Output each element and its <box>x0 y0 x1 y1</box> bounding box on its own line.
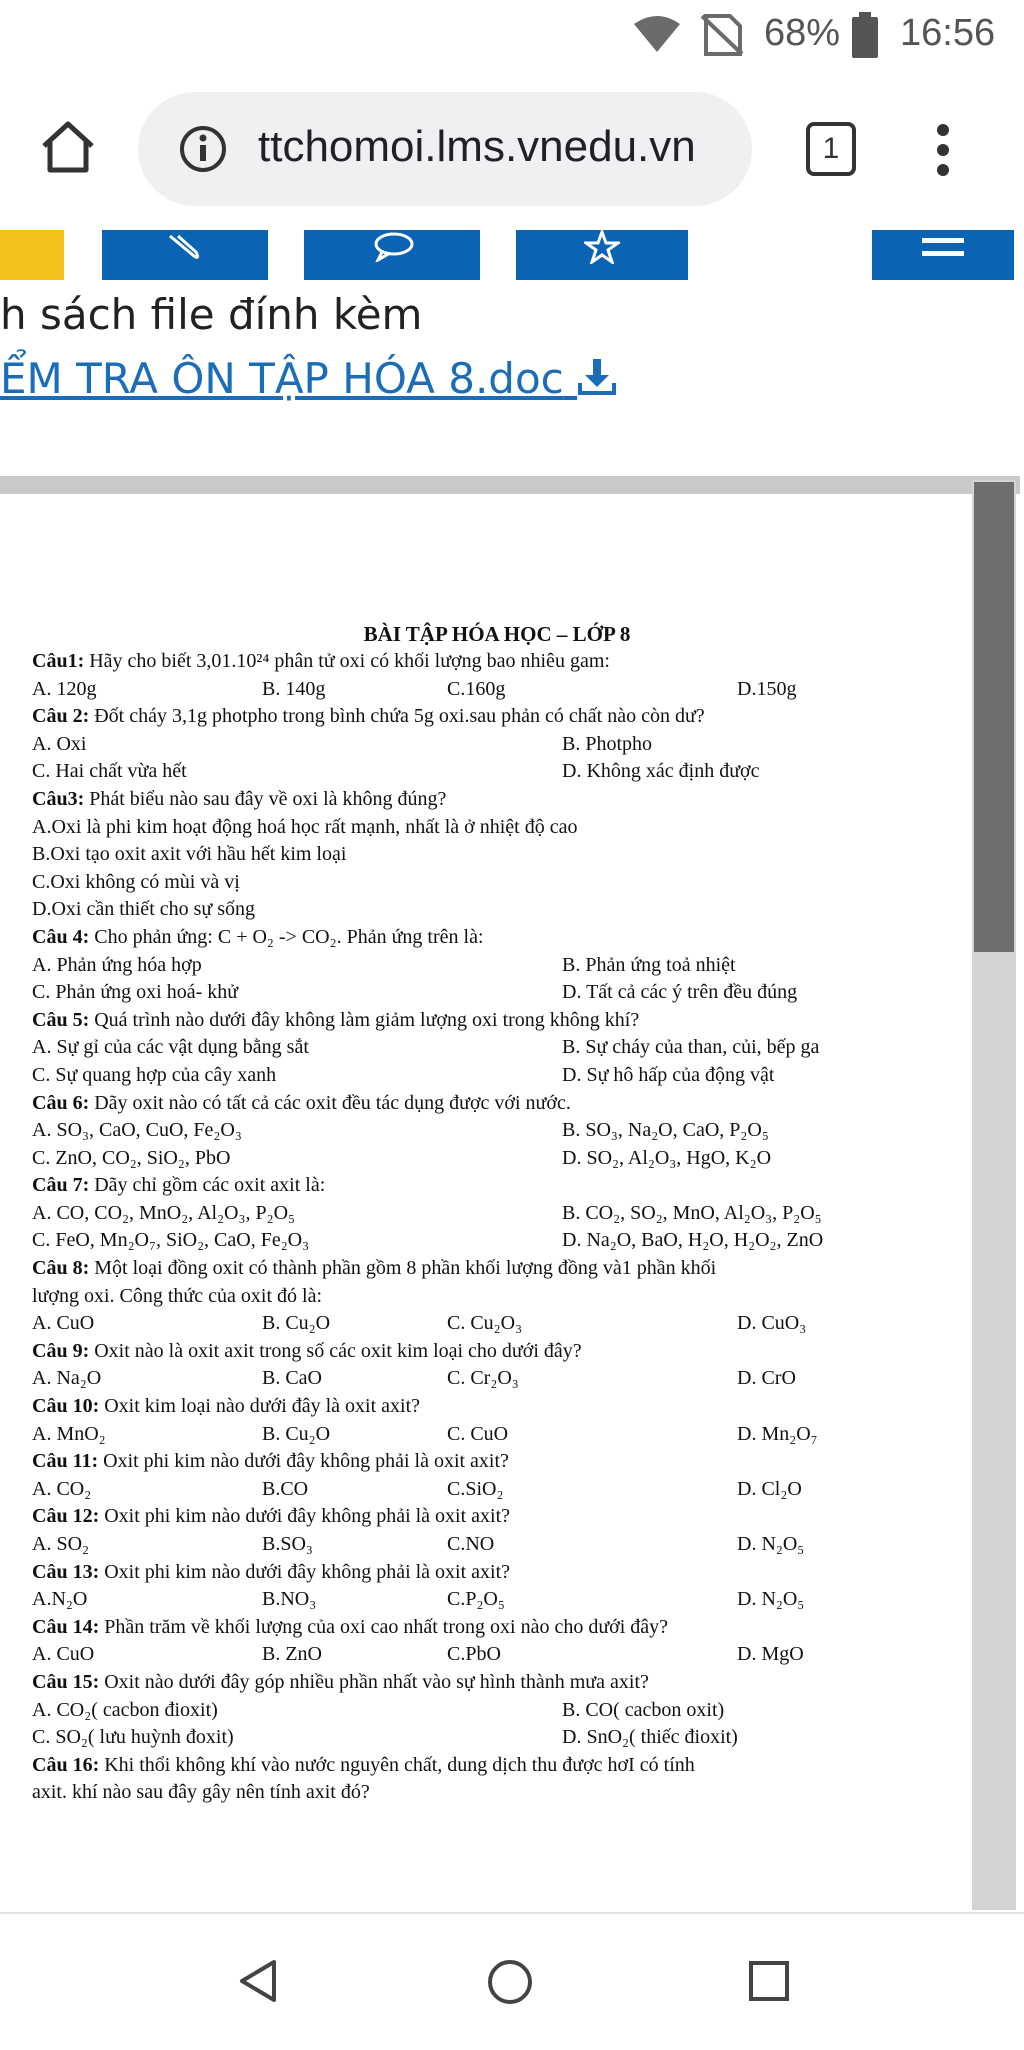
answer-option: D. CuO₃ <box>737 1312 807 1335</box>
answer-options <box>32 1200 962 1228</box>
answer-options <box>32 1062 962 1090</box>
attachments-heading: h sách file đính kèm <box>0 290 423 339</box>
answer-option: A. SO₂ <box>32 1533 89 1555</box>
answer-option: C. Hai chất vừa hết <box>32 760 187 783</box>
home-circle-icon[interactable] <box>486 1958 534 2006</box>
question <box>32 1503 962 1531</box>
back-icon[interactable] <box>238 1958 278 2004</box>
recents-icon[interactable] <box>748 1960 790 2002</box>
answer-option: B.NO₃ <box>262 1588 317 1611</box>
question-label: Câu 7: <box>32 1174 90 1197</box>
answer-option: A.N₂O <box>32 1588 88 1611</box>
question-text: Cho phản ứng: C + O₂ -> CO₂. Phản ứng trên là: <box>89 925 484 948</box>
question <box>32 786 962 814</box>
text-line: lượng oxi. Công thức của oxit đó là: <box>32 1284 322 1307</box>
chat-bubble-icon <box>372 232 416 262</box>
answer-option: A. Phản ứng hóa hợp <box>32 953 202 976</box>
question <box>32 1007 962 1035</box>
answer-option: A. CO, CO₂, MnO₂, Al₂O₃, P₂O₅ <box>32 1201 295 1224</box>
answer-option: A. Na₂O <box>32 1367 102 1390</box>
answer-option: B. CO₂, SO₂, MnO, Al₂O₃, P₂O₅ <box>562 1201 822 1224</box>
paperclip-icon <box>164 232 204 262</box>
battery-icon <box>852 12 878 58</box>
answer-option: A. Oxi <box>32 732 87 755</box>
question-label: Câu 10: <box>32 1395 100 1418</box>
answer-option: B. Phản ứng toả nhiệt <box>562 953 736 976</box>
answer-option: C.P₂O₅ <box>447 1588 505 1611</box>
question-label: Câu 11: <box>32 1450 99 1473</box>
answer-options <box>32 731 962 759</box>
answer-option: A. CuO <box>32 1312 95 1335</box>
question-text: Hãy cho biết 3,01.10²⁴ phân tử oxi có khối lượng bao nhiêu gam: <box>84 650 610 672</box>
answer-option: C. CuO <box>447 1422 509 1445</box>
answer-option: C. ZnO, CO₂, SiO₂, PbO <box>32 1146 231 1169</box>
question-text: Oxit phi kim nào dưới đây không phải là oxit axit? <box>99 1505 511 1528</box>
answer-option: D. SO₂, Al₂O₃, HgO, K₂O <box>562 1146 772 1169</box>
attachment-file-link[interactable] <box>0 354 617 403</box>
answer-option: A. SO₃, CaO, CuO, Fe₂O₃ <box>32 1119 242 1142</box>
question-label: Câu 14: <box>32 1615 100 1638</box>
answer-options <box>32 1724 962 1752</box>
question <box>32 924 962 952</box>
answer-option: C.160g <box>447 677 506 700</box>
answer-option: B.SO₃ <box>262 1533 313 1555</box>
system-nav-bar <box>0 1912 1024 2050</box>
question-label: Câu3: <box>32 787 85 810</box>
file-name[interactable]: ỂM TRA ÔN TẬP HÓA 8.doc <box>0 354 564 403</box>
answer-options <box>32 979 962 1007</box>
question-label: Câu 13: <box>32 1560 100 1583</box>
tab-switcher-button[interactable]: 1 <box>806 122 856 176</box>
answer-option: B. Cu₂O <box>262 1312 331 1335</box>
answer-option: A. CO₂( cacbon đioxit) <box>32 1698 218 1721</box>
question-text: Khi thổi không khí vào nước nguyên chất, dung dịch thu được hơI có tính <box>99 1753 695 1776</box>
question-label: Câu 16: <box>32 1753 100 1776</box>
info-icon[interactable] <box>178 124 228 174</box>
answer-option: A. MnO₂ <box>32 1422 106 1445</box>
answer-options <box>32 1145 962 1173</box>
answer-option: B. Cu₂O <box>262 1422 331 1445</box>
answer-option: D. MgO <box>737 1643 804 1666</box>
no-sim-icon <box>700 12 744 56</box>
answer-option: D. Mn₂O₇ <box>737 1422 818 1445</box>
answer-option: D. Tất cả các ý trên đều đúng <box>562 981 798 1004</box>
question <box>32 648 962 676</box>
question <box>32 703 962 731</box>
question <box>32 1669 962 1697</box>
answer-option: C. SO₂( lưu huỳnh đoxit) <box>32 1726 234 1749</box>
answer-option: C.NO <box>447 1533 495 1555</box>
question-text: Dãy oxit nào có tất cả các oxit đều tác dụng được với nước. <box>89 1091 571 1114</box>
question-text: Đốt cháy 3,1g photpho trong bình chứa 5g oxi.sau phản có chất nào còn dư? <box>89 705 705 728</box>
question-label: Câu 9: <box>32 1339 90 1362</box>
answer-option: D.150g <box>737 677 797 700</box>
question-text: Oxit phi kim nào dưới đây không phải là oxit axit? <box>99 1560 511 1583</box>
answer-options <box>32 1421 962 1449</box>
home-icon[interactable] <box>38 118 98 176</box>
status-bar <box>0 0 1024 70</box>
answer-option: D. N₂O₅ <box>737 1533 805 1555</box>
question-text: Dãy chỉ gồm các oxit axit là: <box>89 1174 326 1197</box>
answer-option: D. Cl₂O <box>737 1477 802 1500</box>
question <box>32 1559 962 1587</box>
answer-option: D. Na₂O, BaO, H₂O, H₂O₂, ZnO <box>562 1229 824 1252</box>
question-label: Câu 4: <box>32 925 90 948</box>
answer-options <box>32 1697 962 1725</box>
answer-option: B. CO( cacbon oxit) <box>562 1698 725 1721</box>
question <box>32 1614 962 1642</box>
question <box>32 1393 962 1421</box>
question <box>32 1338 962 1366</box>
text-line: C.Oxi không có mùi và vị <box>32 870 240 893</box>
nav-tab-yellow[interactable] <box>0 230 64 280</box>
question <box>32 1448 962 1476</box>
document-body <box>32 648 962 1807</box>
answer-options <box>32 1117 962 1145</box>
answer-option: A. Sự gỉ của các vật dụng bằng sắt <box>32 1036 309 1059</box>
answer-option: B. ZnO <box>262 1643 322 1666</box>
answer-option: A. 120g <box>32 677 97 700</box>
question <box>32 1090 962 1118</box>
question-text: Một loại đồng oxit có thành phần gồm 8 phần khối lượng đồng và1 phần khối <box>89 1257 717 1280</box>
question-text: Phần trăm về khối lượng của oxi cao nhất trong oxi nào cho dưới đây? <box>99 1615 669 1638</box>
question-label: Câu 12: <box>32 1505 100 1528</box>
answer-option: B. Photpho <box>562 732 653 755</box>
answer-option: D. N₂O₅ <box>737 1588 805 1611</box>
answer-options <box>32 1531 962 1559</box>
answer-option: D. Sự hô hấp của động vật <box>562 1063 775 1086</box>
answer-options <box>32 1227 962 1255</box>
answer-option: C.SiO₂ <box>447 1477 504 1500</box>
text-line: D.Oxi cần thiết cho sự sống <box>32 898 256 921</box>
text-line: B.Oxi tạo oxit axit với hầu hết kim loại <box>32 843 347 866</box>
document-page <box>32 620 962 1807</box>
answer-option: B. Sự cháy của than, củi, bếp ga <box>562 1036 820 1059</box>
answer-option: D. CrO <box>737 1367 796 1390</box>
question-text: Quá trình nào dưới đây không làm giảm lượng oxi trong không khí? <box>89 1008 640 1031</box>
answer-options <box>32 676 962 704</box>
nav-favorite-button[interactable] <box>516 230 688 280</box>
answer-option: A. CuO <box>32 1643 95 1666</box>
star-icon <box>584 230 620 264</box>
nav-chat-button[interactable] <box>304 230 480 280</box>
question-label: Câu 5: <box>32 1008 90 1031</box>
document-title: BÀI TẬP HÓA HỌC – LỚP 8 <box>363 622 631 646</box>
question-label: Câu 2: <box>32 705 90 728</box>
question-text: Oxit phi kim nào dưới đây không phải là oxit axit? <box>98 1450 509 1473</box>
answer-option: D. Không xác định được <box>562 760 760 783</box>
answer-option: C. FeO, Mn₂O₇, SiO₂, CaO, Fe₂O₃ <box>32 1229 310 1252</box>
clock: 16:56 <box>900 12 996 54</box>
more-menu-icon[interactable] <box>930 120 956 180</box>
answer-option: B. CaO <box>262 1367 322 1390</box>
answer-option: B. SO₃, Na₂O, CaO, P₂O₅ <box>562 1119 769 1142</box>
answer-option: D. SnO₂( thiếc đioxit) <box>562 1726 738 1749</box>
answer-options <box>32 1365 962 1393</box>
answer-options <box>32 1641 962 1669</box>
answer-option: B.CO <box>262 1477 309 1500</box>
nav-menu-button[interactable] <box>872 230 1014 280</box>
answer-option: C.PbO <box>447 1643 501 1666</box>
download-icon[interactable] <box>577 357 617 397</box>
question-text: Oxit kim loại nào dưới đây là oxit axit? <box>99 1395 421 1418</box>
answer-options <box>32 952 962 980</box>
answer-option: C. Cu₂O₃ <box>447 1312 523 1335</box>
wifi-icon <box>632 14 682 54</box>
hamburger-icon <box>922 234 964 260</box>
answer-options <box>32 1476 962 1504</box>
question <box>32 1255 962 1283</box>
url-text[interactable]: ttchomoi.lms.vnedu.vn <box>258 122 696 171</box>
question-text: Oxit nào dưới đây góp nhiều phần nhất vào sự hình thành mưa axit? <box>99 1670 649 1693</box>
answer-option: C. Sự quang hợp của cây xanh <box>32 1063 277 1086</box>
answer-options <box>32 1310 962 1338</box>
answer-option: C. Phản ứng oxi hoá- khử <box>32 981 239 1004</box>
answer-options <box>32 1586 962 1614</box>
viewer-scrollbar-thumb[interactable] <box>974 482 1014 952</box>
text-line: A.Oxi là phi kim hoạt động hoá học rất mạnh, nhất là ở nhiệt độ cao <box>32 815 578 838</box>
answer-options <box>32 758 962 786</box>
question-text: Phát biểu nào sau đây về oxi là không đúng? <box>84 787 447 810</box>
battery-percent: 68% <box>764 12 841 54</box>
answer-options <box>32 1034 962 1062</box>
question-label: Câu 8: <box>32 1257 90 1280</box>
question-label: Câu 6: <box>32 1091 90 1114</box>
answer-option: C. Cr₂O₃ <box>447 1367 519 1390</box>
answer-option: A. CO₂ <box>32 1477 92 1500</box>
nav-attach-button[interactable] <box>102 230 268 280</box>
question-label: Câu1: <box>32 650 85 672</box>
question-text: Oxit nào là oxit axit trong số các oxit kim loại cho dưới đây? <box>89 1339 582 1362</box>
question <box>32 1172 962 1200</box>
question <box>32 1752 962 1780</box>
answer-option: B. 140g <box>262 677 326 700</box>
text-line: axit. khí nào sau đây gây nên tính axit đó? <box>32 1781 370 1804</box>
question-label: Câu 15: <box>32 1670 100 1693</box>
